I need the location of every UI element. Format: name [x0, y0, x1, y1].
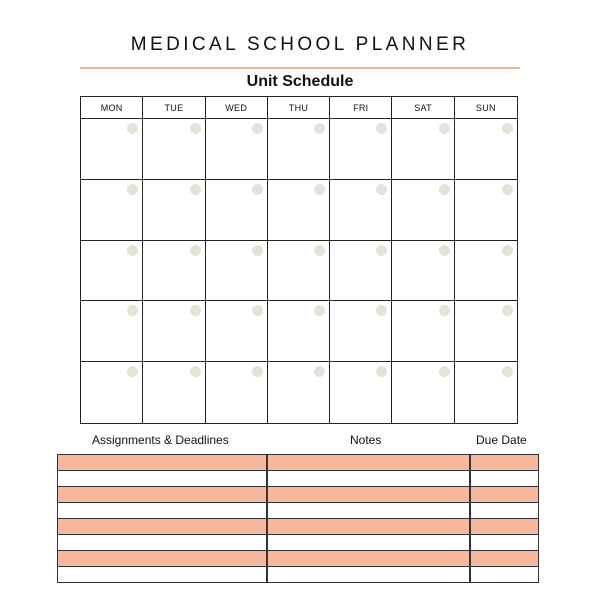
- assignment-cell[interactable]: [58, 503, 267, 519]
- title-divider: [80, 67, 520, 69]
- due-date-cell[interactable]: [470, 519, 539, 535]
- calendar-day-cell[interactable]: [143, 119, 205, 180]
- date-dot: [252, 305, 263, 316]
- calendar-day-cell[interactable]: [81, 301, 143, 362]
- date-dot: [439, 305, 450, 316]
- day-header-mon: MON: [81, 97, 143, 119]
- date-dot: [252, 245, 263, 256]
- calendar-day-cell[interactable]: [81, 119, 143, 180]
- date-dot: [376, 305, 387, 316]
- calendar-day-cell[interactable]: [81, 180, 143, 241]
- date-dot: [252, 123, 263, 134]
- date-dot: [314, 366, 325, 377]
- calendar-day-cell[interactable]: [81, 362, 143, 423]
- table-row: [58, 487, 539, 503]
- assignment-cell[interactable]: [58, 455, 267, 471]
- section-title-unit-schedule: Unit Schedule: [246, 73, 354, 90]
- calendar-day-cell[interactable]: [330, 301, 392, 362]
- day-header-wed: WED: [206, 97, 268, 119]
- date-dot: [376, 366, 387, 377]
- table-row: [58, 535, 539, 551]
- calendar-day-cell[interactable]: [206, 241, 268, 302]
- date-dot: [439, 366, 450, 377]
- calendar-day-cell[interactable]: [392, 362, 454, 423]
- date-dot: [127, 123, 138, 134]
- assignment-cell[interactable]: [58, 567, 267, 583]
- table-row: [58, 551, 539, 567]
- date-dot: [127, 305, 138, 316]
- due-date-cell[interactable]: [470, 455, 539, 471]
- calendar-day-cell[interactable]: [206, 362, 268, 423]
- date-dot: [314, 123, 325, 134]
- calendar-day-cell[interactable]: [392, 180, 454, 241]
- notes-heading: Notes: [350, 433, 382, 447]
- calendar-day-cell[interactable]: [392, 241, 454, 302]
- table-row: [58, 455, 539, 471]
- day-header-tue: TUE: [143, 97, 205, 119]
- date-dot: [190, 366, 201, 377]
- notes-cell[interactable]: [267, 519, 470, 535]
- calendar-day-cell[interactable]: [81, 241, 143, 302]
- page-title: MEDICAL SCHOOL PLANNER: [130, 34, 470, 55]
- date-dot: [376, 245, 387, 256]
- calendar-day-cell[interactable]: [330, 119, 392, 180]
- calendar-day-cell[interactable]: [330, 241, 392, 302]
- date-dot: [127, 245, 138, 256]
- due-date-cell[interactable]: [470, 551, 539, 567]
- table-row: [58, 519, 539, 535]
- due-date-heading: Due Date: [476, 433, 527, 447]
- date-dot: [502, 184, 513, 195]
- assignment-cell[interactable]: [58, 535, 267, 551]
- date-dot: [376, 184, 387, 195]
- table-row: [58, 471, 539, 487]
- assignments-deadlines-heading: Assignments & Deadlines: [92, 433, 229, 447]
- calendar-day-cell[interactable]: [455, 301, 517, 362]
- notes-cell[interactable]: [267, 567, 470, 583]
- calendar-day-cell[interactable]: [206, 119, 268, 180]
- date-dot: [502, 245, 513, 256]
- calendar-day-cell[interactable]: [455, 119, 517, 180]
- notes-cell[interactable]: [267, 471, 470, 487]
- date-dot: [314, 305, 325, 316]
- date-dot: [190, 123, 201, 134]
- date-dot: [502, 305, 513, 316]
- notes-cell[interactable]: [267, 455, 470, 471]
- due-date-cell[interactable]: [470, 535, 539, 551]
- date-dot: [190, 245, 201, 256]
- calendar-day-cell[interactable]: [268, 241, 330, 302]
- calendar-day-cell[interactable]: [330, 180, 392, 241]
- calendar-day-cell[interactable]: [392, 301, 454, 362]
- date-dot: [502, 123, 513, 134]
- calendar-day-cell[interactable]: [455, 180, 517, 241]
- date-dot: [502, 366, 513, 377]
- calendar-day-cell[interactable]: [268, 362, 330, 423]
- date-dot: [314, 245, 325, 256]
- calendar-day-cell[interactable]: [268, 180, 330, 241]
- due-date-cell[interactable]: [470, 503, 539, 519]
- calendar-grid: [80, 96, 518, 424]
- table-row: [58, 503, 539, 519]
- date-dot: [127, 366, 138, 377]
- calendar-day-cell[interactable]: [143, 241, 205, 302]
- date-dot: [252, 184, 263, 195]
- date-dot: [439, 123, 450, 134]
- date-dot: [252, 366, 263, 377]
- calendar-day-cell[interactable]: [206, 180, 268, 241]
- assignment-cell[interactable]: [58, 471, 267, 487]
- calendar-day-cell[interactable]: [206, 301, 268, 362]
- calendar-day-cell[interactable]: [330, 362, 392, 423]
- date-dot: [190, 184, 201, 195]
- day-header-sun: SUN: [455, 97, 517, 119]
- calendar-day-cell[interactable]: [143, 362, 205, 423]
- assignment-cell[interactable]: [58, 487, 267, 503]
- notes-cell[interactable]: [267, 535, 470, 551]
- day-header-sat: SAT: [392, 97, 454, 119]
- calendar-day-cell[interactable]: [455, 241, 517, 302]
- calendar-day-cell[interactable]: [143, 180, 205, 241]
- notes-cell[interactable]: [267, 487, 470, 503]
- calendar-day-cell[interactable]: [455, 362, 517, 423]
- calendar-day-cell[interactable]: [143, 301, 205, 362]
- calendar-day-cell[interactable]: [268, 119, 330, 180]
- table-row: [58, 567, 539, 583]
- day-header-thu: THU: [268, 97, 330, 119]
- assignment-cell[interactable]: [58, 519, 267, 535]
- date-dot: [127, 184, 138, 195]
- notes-cell[interactable]: [267, 551, 470, 567]
- deadlines-table: [57, 454, 539, 583]
- calendar-day-cell[interactable]: [268, 301, 330, 362]
- assignment-cell[interactable]: [58, 551, 267, 567]
- due-date-cell[interactable]: [470, 567, 539, 583]
- date-dot: [314, 184, 325, 195]
- date-dot: [190, 305, 201, 316]
- date-dot: [439, 245, 450, 256]
- date-dot: [376, 123, 387, 134]
- due-date-cell[interactable]: [470, 471, 539, 487]
- date-dot: [439, 184, 450, 195]
- day-header-fri: FRI: [330, 97, 392, 119]
- calendar-day-cell[interactable]: [392, 119, 454, 180]
- notes-cell[interactable]: [267, 503, 470, 519]
- due-date-cell[interactable]: [470, 487, 539, 503]
